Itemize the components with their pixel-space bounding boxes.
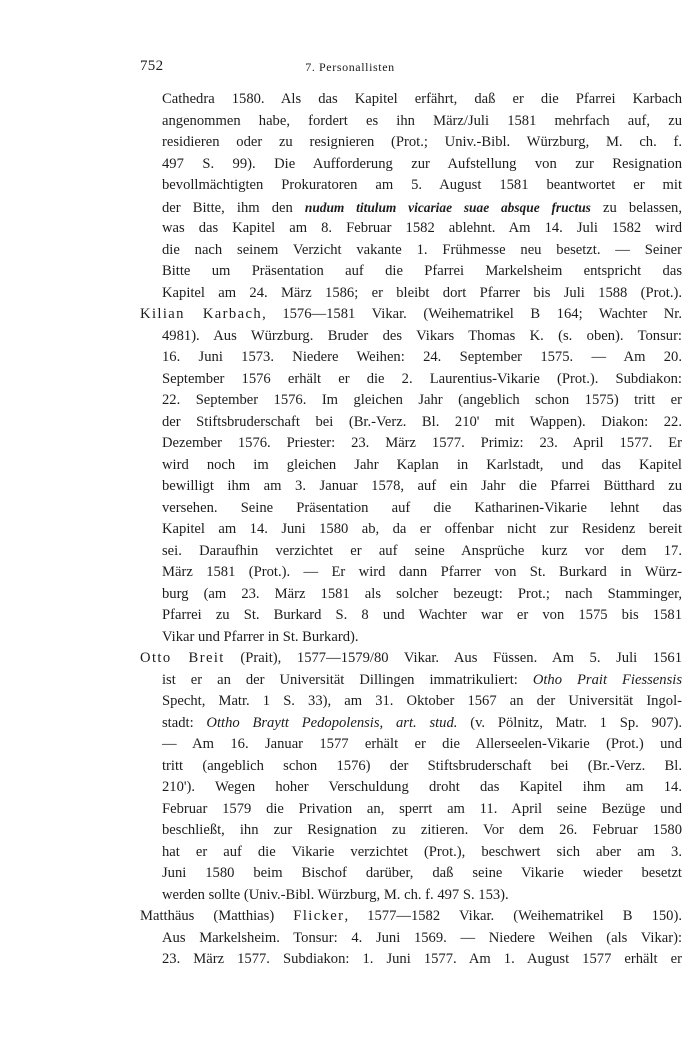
text-line: Februar 1579 die Privation an, sperrt am 11. April seine Bezüge und xyxy=(162,800,682,817)
text-line: der Stiftsbruderschaft bei (Br.-Verz. Bl. 210' mit Wappen). Diakon: 22. xyxy=(162,413,682,430)
entry-continuation xyxy=(140,89,682,304)
text-line: Juni 1580 beim Bischof darüber, daß seine Vikarie wieder besetzt xyxy=(162,865,682,881)
entry-otto-breit xyxy=(140,648,682,906)
entry-heading-line: Matthäus (Matthias) Flicker, 1577—1582 Vikar. (Weihematrikel B 150). xyxy=(140,908,682,924)
text-line: die nach seinem Verzicht vakante 1. Frühmesse neu besetzt. — Seiner xyxy=(162,241,682,258)
text-line: Vikar und Pfarrer in St. Burkard). xyxy=(162,628,359,645)
text-line: sei. Daraufhin verzichtet er auf seine Ansprüche kurz vor dem 17. xyxy=(162,542,682,559)
entry-kilian-karbach xyxy=(140,304,682,648)
text-line: bevollmächtigten Prokuratoren am 5. August 1581 beantwortet er mit xyxy=(162,177,682,193)
text-line: burg (am 23. März 1581 als solcher bezeugt: Prot.; nach Stamminger, xyxy=(162,585,682,602)
text-line: Pfarrei zu St. Burkard S. 8 und Wachter war er von 1575 bis 1581 xyxy=(162,607,682,623)
text-line: 210'). Wegen hoher Verschuldung droht das Kapitel ihm am 14. xyxy=(162,779,682,795)
text-line: Aus Markelsheim. Tonsur: 4. Juni 1569. — Niedere Weihen (als Vikar): xyxy=(162,929,682,946)
text-line: Specht, Matr. 1 S. 33), am 31. Oktober 1567 an der Universität Ingol- xyxy=(162,693,682,709)
text-line: — Am 16. Januar 1577 erhält er die Allerseelen-Vikarie (Prot.) und xyxy=(162,736,682,752)
text-line: wird noch im gleichen Jahr Kaplan in Karlstadt, und das Kapitel xyxy=(162,456,682,473)
text-line: Kapitel am 24. März 1586; er bleibt dort Pfarrer bis Juli 1588 (Prot.). xyxy=(162,284,682,301)
page-header xyxy=(0,58,700,78)
text-line: versehen. Seine Präsentation auf die Katharinen-Vikarie lehnt das xyxy=(162,499,682,516)
entry-matthaeus-flicker xyxy=(140,906,682,971)
text-line: bewilligt ihm am 3. Januar 1578, auf ein Jahr die Pfarrei Bütthard zu xyxy=(162,478,682,494)
text-line: werden sollte (Univ.-Bibl. Würzburg, M. ch. f. 497 S. 153). xyxy=(162,886,509,903)
text-line: tritt (angeblich schon 1576) der Stiftsbruderschaft bei (Br.-Verz. Bl. xyxy=(162,757,682,774)
entry-heading-line: Kilian Karbach, 1576—1581 Vikar. (Weihematrikel B 164; Wachter Nr. xyxy=(140,306,683,322)
text-line: hat er auf die Vikarie verzichtet (Prot.), beschwert sich aber am 3. xyxy=(162,843,682,860)
text-line: residieren oder zu resignieren (Prot.; Univ.-Bibl. Würzburg, M. ch. f. xyxy=(162,134,682,150)
text-line: Dezember 1576. Priester: 23. März 1577. Primiz: 23. April 1577. Er xyxy=(162,435,682,451)
text-line: 16. Juni 1573. Niedere Weihen: 24. September 1575. — Am 20. xyxy=(162,349,682,365)
text-line: beschließt, ihn zur Resignation zu zitieren. Vor dem 26. Februar 1580 xyxy=(162,822,682,838)
text-line: 497 S. 99). Die Aufforderung zur Aufstellung von zur Resignation xyxy=(162,155,682,172)
text-line: 22. September 1576. Im gleichen Jahr (angeblich schon 1575) tritt er xyxy=(162,392,682,408)
text-line: September 1576 erhält er die 2. Laurentius-Vikarie (Prot.). Subdiakon: xyxy=(162,370,682,387)
text-line: Kapitel am 14. Juni 1580 ab, da er offenbar nicht zur Residenz bereit xyxy=(162,521,682,537)
page-number: 752 xyxy=(140,58,164,74)
text-line: der Bitte, ihm den nudum titulum vicariae suae absque fructus zu belassen, xyxy=(162,199,682,216)
text-line: März 1581 (Prot.). — Er wird dann Pfarrer von St. Burkard in Würz- xyxy=(162,564,682,580)
text-line: angenommen habe, fordert es ihn März/Juli 1581 mehrfach auf, zu xyxy=(162,112,682,129)
text-line: 23. März 1577. Subdiakon: 1. Juni 1577. Am 1. August 1577 erhält er xyxy=(162,951,682,967)
text-line: 4981). Aus Würzburg. Bruder des Vikars Thomas K. (s. oben). Tonsur: xyxy=(162,327,682,344)
text-line: stadt: Ottho Braytt Pedopolensis, art. stud. (v. Pölnitz, Matr. 1 Sp. 907). xyxy=(162,714,682,731)
entry-heading-line: Otto Breit (Prait), 1577—1579/80 Vikar. Aus Füssen. Am 5. Juli 1561 xyxy=(140,650,682,666)
text-line: ist er an der Universität Dillingen immatrikuliert: Otho Prait Fiessensis xyxy=(162,671,682,688)
text-body xyxy=(140,89,682,971)
running-title: 7. Personallisten xyxy=(305,60,395,74)
text-line: Cathedra 1580. Als das Kapitel erfährt, daß er die Pfarrei Karbach xyxy=(162,91,682,107)
text-line: Bitte um Präsentation auf die Pfarrei Markelsheim entspricht das xyxy=(162,263,682,279)
text-line: was das Kapitel am 8. Februar 1582 ablehnt. Am 14. Juli 1582 wird xyxy=(162,220,682,236)
